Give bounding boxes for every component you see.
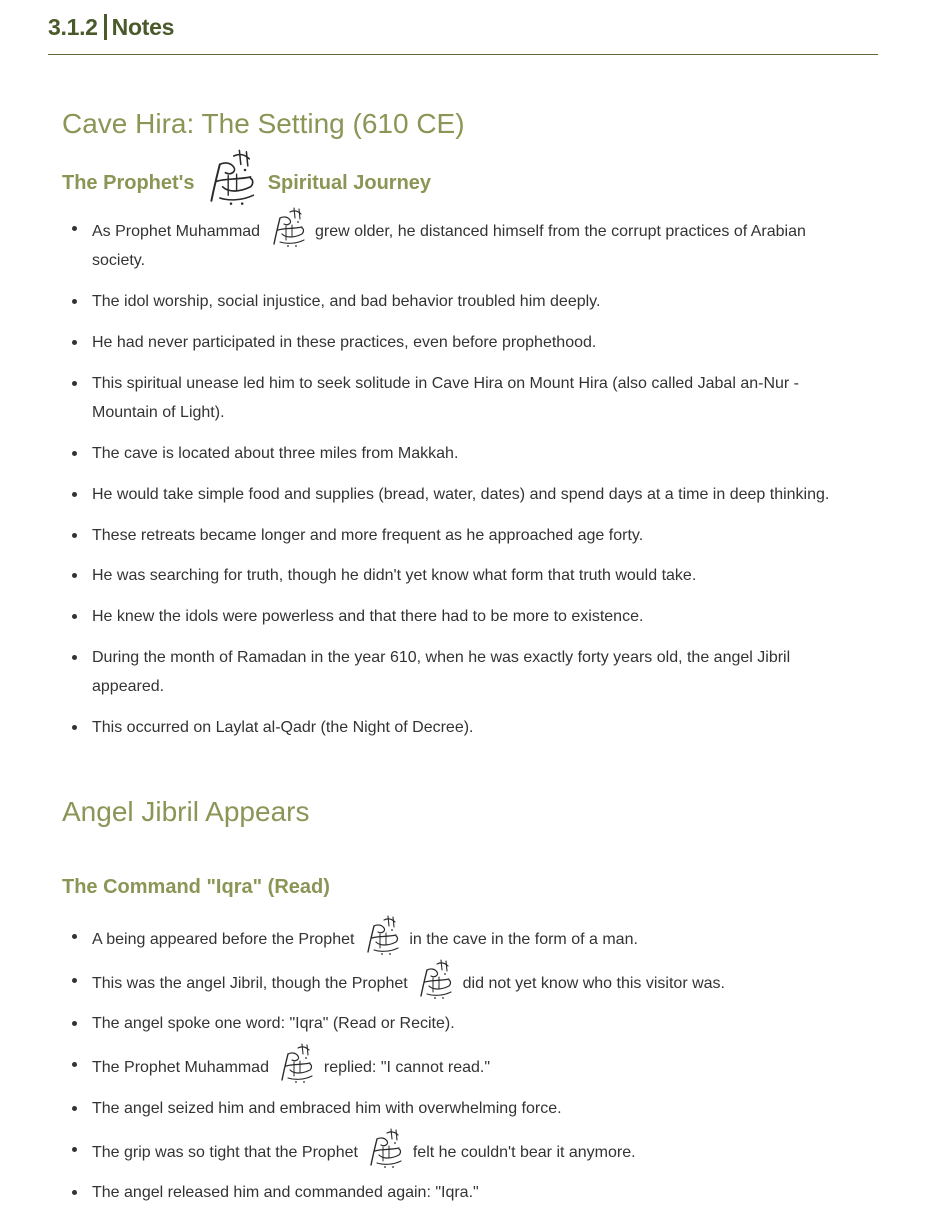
list-item: He would take simple food and supplies (bread, water, dates) and spend days at a time in deep thinking.	[62, 480, 852, 509]
pbuh-calligraphy-icon	[415, 966, 455, 996]
subheading-command-iqra: The Command "Iqra" (Read)	[62, 876, 330, 898]
list-item: The angel seized him and embraced him with overwhelming force.	[62, 1094, 852, 1123]
list-item: During the month of Ramadan in the year 610, when he was exactly forty years old, the angel Jibril appeared.	[62, 643, 852, 701]
subheading-spiritual-journey	[62, 169, 431, 199]
list-item-text: The Prophet Muhammad	[92, 1059, 269, 1076]
subheading-text-start: The Prophet's	[62, 172, 195, 194]
pbuh-calligraphy-icon	[268, 214, 308, 244]
list-item-text: grew older, he distanced himself from the corrupt practices of Arabian society.	[92, 223, 806, 269]
list-item: This spiritual unease led him to seek solitude in Cave Hira on Mount Hira (also called Jabal an-Nur - Mountain of Light).	[62, 369, 852, 427]
section-number: 3.1.2	[48, 14, 98, 40]
page-header	[48, 12, 878, 55]
list-item: These retreats became longer and more frequent as he approached age forty.	[62, 521, 852, 550]
list-item-text: felt he couldn't bear it anymore.	[412, 1144, 636, 1161]
header-label: Notes	[111, 14, 175, 40]
list-item	[62, 922, 852, 954]
list-item: This occurred on Laylat al-Qadr (the Night of Decree).	[62, 713, 852, 742]
bullet-list-spiritual-journey	[62, 214, 852, 742]
list-item-text: This was the angel Jibril, though the Prophet	[92, 975, 408, 992]
list-item	[62, 966, 852, 998]
list-item-text: did not yet know who this visitor was.	[462, 975, 725, 992]
list-item-text: A being appeared before the Prophet	[92, 931, 355, 948]
list-item-text: As Prophet Muhammad	[92, 223, 261, 240]
list-item: He was searching for truth, though he didn't yet know what form that truth would take.	[62, 561, 852, 590]
pbuh-calligraphy-icon	[365, 1135, 405, 1165]
list-item: The cave is located about three miles from Makkah.	[62, 439, 852, 468]
pbuh-calligraphy-icon	[276, 1050, 316, 1080]
list-item	[62, 1050, 852, 1082]
list-item	[62, 214, 852, 275]
subheading-text-end: Spiritual Journey	[267, 172, 432, 194]
section-heading-angel-jibril: Angel Jibril Appears	[62, 796, 310, 827]
header-divider	[104, 14, 107, 40]
list-item: The angel released him and commanded again: "Iqra."	[62, 1178, 852, 1207]
pbuh-calligraphy-icon	[203, 169, 259, 199]
list-item-text: The grip was so tight that the Prophet	[92, 1144, 358, 1161]
pbuh-calligraphy-icon	[362, 922, 402, 952]
list-item-text: replied: "I cannot read."	[323, 1059, 491, 1076]
list-item-text: in the cave in the form of a man.	[409, 931, 638, 948]
bullet-list-iqra	[62, 922, 852, 1207]
list-item: The idol worship, social injustice, and bad behavior troubled him deeply.	[62, 287, 852, 316]
list-item: He knew the idols were powerless and that there had to be more to existence.	[62, 602, 852, 631]
list-item: The angel spoke one word: "Iqra" (Read or Recite).	[62, 1009, 852, 1038]
section-heading-cave-hira: Cave Hira: The Setting (610 CE)	[62, 108, 465, 139]
list-item: He had never participated in these practices, even before prophethood.	[62, 328, 852, 357]
header-title	[48, 14, 174, 41]
list-item	[62, 1135, 852, 1167]
